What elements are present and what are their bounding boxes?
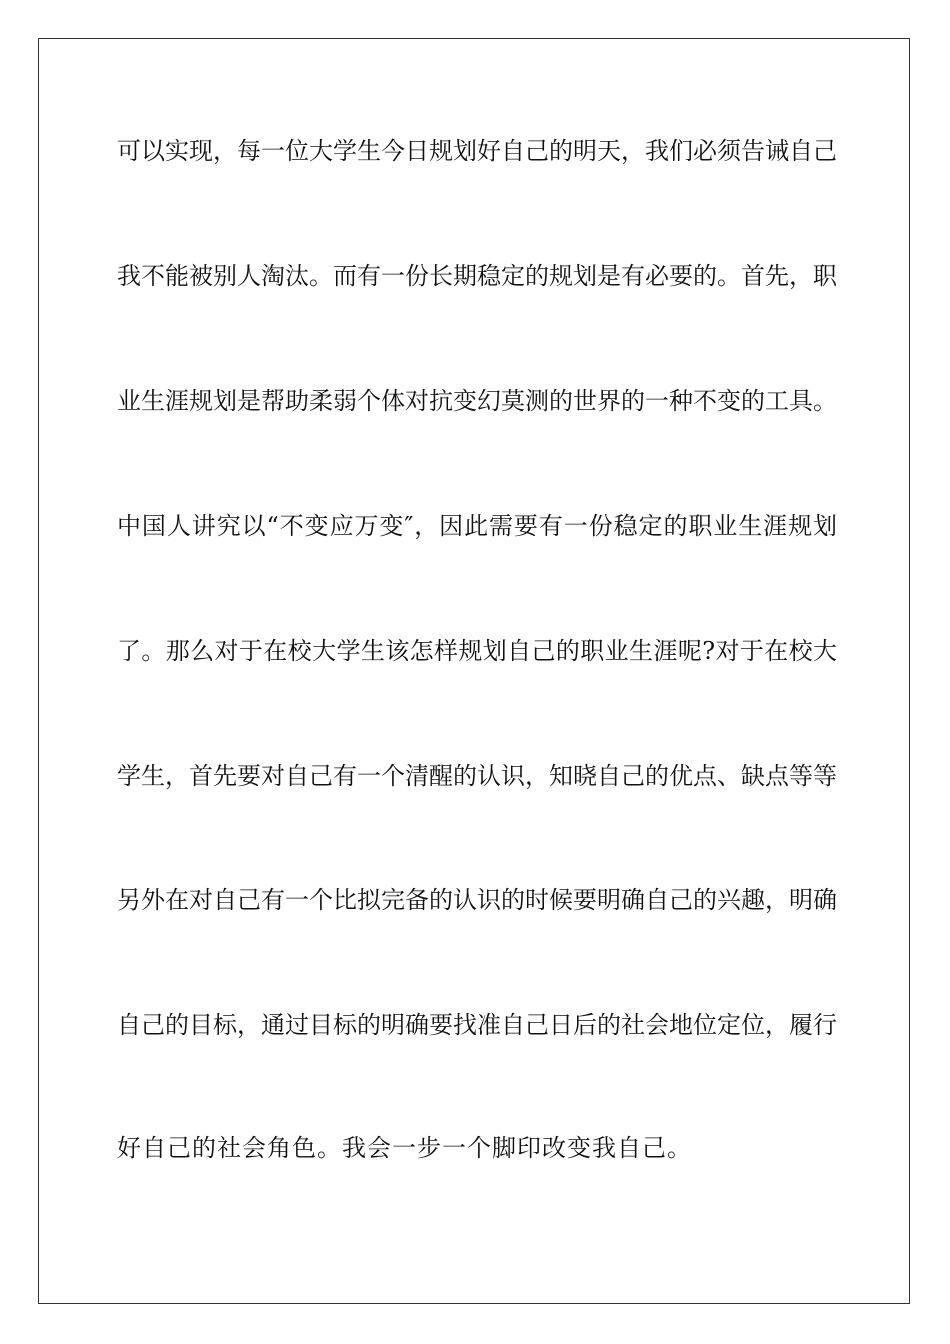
text-line-4: 中国人讲究以“不变应万变″，因此需要有一份稳定的职业生涯规划	[117, 512, 837, 540]
text-line-9: 好自己的社会角色。我会一步一个脚印改变我自己。	[117, 1134, 692, 1162]
text-line-5: 了。那么对于在校大学生该怎样规划自己的职业生涯呢?对于在校大	[117, 637, 837, 665]
text-line-7: 另外在对自己有一个比拟完备的认识的时候要明确自己的兴趣，明确	[117, 886, 837, 914]
text-line-2: 我不能被别人淘汰。而有一份长期稳定的规划是有必要的。首先，职	[117, 262, 837, 290]
text-line-3: 业生涯规划是帮助柔弱个体对抗变幻莫测的世界的一种不变的工具。	[117, 387, 837, 415]
text-line-8: 自己的目标，通过目标的明确要找准自己日后的社会地位定位，履行	[117, 1011, 837, 1039]
text-line-6: 学生，首先要对自己有一个清醒的认识，知晓自己的优点、缺点等等	[117, 762, 837, 790]
text-line-1: 可以实现，每一位大学生今日规划好自己的明天，我们必须告诫自己	[117, 137, 837, 165]
page-border	[38, 38, 910, 1304]
